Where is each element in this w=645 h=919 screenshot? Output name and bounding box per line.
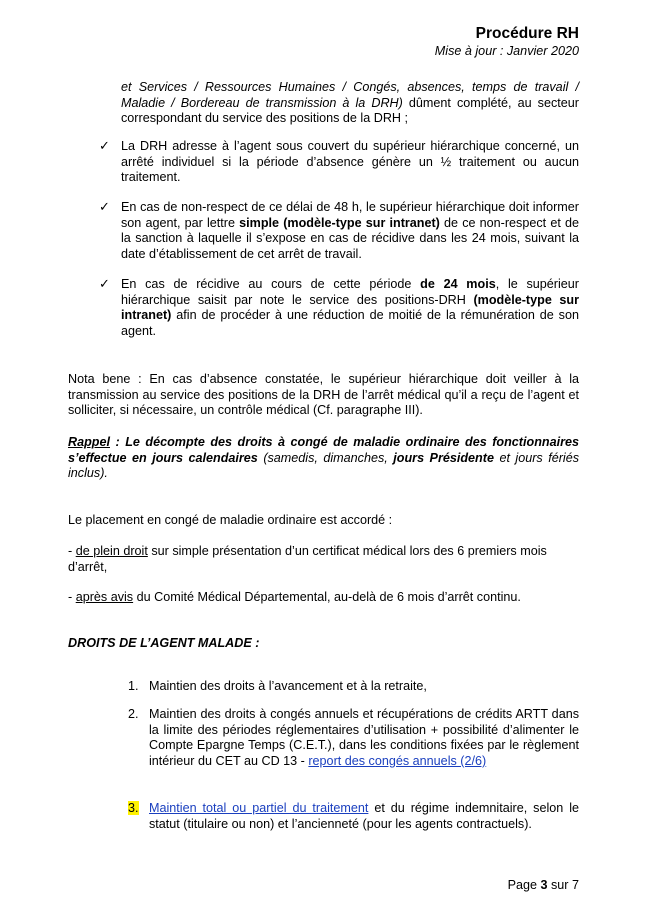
bullet-recidive: En cas de récidive au cours de cette période de 24 mois, le supérieur hiérarchique saisit par note le service des positions-DRH (modèle-type sur intranet) afin de procéder à une réduction de moitié de la rémunération de son agent.: [121, 277, 579, 338]
bullet-non-respect: En cas de non-respect de ce délai de 48 h, le supérieur hiérarchique doit informer son agent, par lettre simple (modèle-type sur intranet) de ce non-respect et de la sanction à laquelle il s’expose en cas de récidive dans les 24 mois, suivant la date d’établissement de cet arrêt de travail.: [121, 200, 579, 261]
report-conges-link[interactable]: report des congés annuels (2/6): [308, 753, 487, 768]
check-icon: ✓: [99, 199, 110, 214]
placement-item-plein-droit: - de plein droit sur simple présentation d’un certificat médical lors des 6 premiers mois d’arrêt,: [68, 544, 547, 574]
droits-item-avancement: Maintien des droits à l’avancement et à la retraite,: [149, 679, 427, 693]
update-date: Mise à jour : Janvier 2020: [434, 44, 579, 58]
maintien-traitement-link[interactable]: Maintien total ou partiel du traitement: [149, 801, 369, 815]
rappel-label: Rappel: [68, 435, 110, 449]
nota-bene-paragraph: Nota bene : En cas d’absence constatée, le supérieur hiérarchique doit veiller à la transmission au service des positions de la DRH de l’arrêt médical qu’il a reçu de l’agent et solliciter, si nécessaire, un contrôle médical (Cf. paragraphe III).: [68, 372, 579, 418]
placement-intro: Le placement en congé de maladie ordinaire est accordé :: [68, 513, 393, 527]
intranet-path: et Services / Ressources Humaines / Congés, absences, temps de travail / Maladie / Bordereau de transmission à la DRH): [121, 80, 579, 110]
list-number-3: [128, 801, 139, 817]
highlight-marker: 3.: [128, 801, 139, 815]
document-title: Procédure RH: [475, 25, 579, 42]
rappel-paragraph: Rappel : Le décompte des droits à congé de maladie ordinaire des fonctionnaires s’effectue en jours calendaires (samedis, dimanches, jours Présidente et jours fériés inclus).: [68, 435, 580, 481]
droits-heading: DROITS DE L’AGENT MALADE :: [68, 636, 260, 650]
droits-item-conges: Maintien des droits à congés annuels et récupérations de crédits ARTT dans la limite des périodes réglementaires d’utilisation + possibilité d’alimenter le Compte Epargne Temps (C.E.T.), dans les conditions fixées par le règlement intérieur du CET au CD 13 - report des congés annuels (2/6): [149, 707, 579, 768]
check-icon: ✓: [99, 138, 110, 153]
list-number-1: 1.: [128, 679, 139, 693]
placement-item-apres-avis: - après avis du Comité Médical Départemental, au-delà de 6 mois d’arrêt continu.: [68, 590, 521, 604]
bullet-drh-arrete: La DRH adresse à l’agent sous couvert du supérieur hiérarchique concerné, un arrêté individuel si la période d’absence génère un ½ traitement ou aucun traitement.: [121, 139, 579, 185]
droits-item-traitement: Maintien total ou partiel du traitement et du régime indemnitaire, selon le statut (titulaire ou non) et l’ancienneté (pour les agents contractuels).: [149, 801, 579, 831]
list-number-2: 2.: [128, 707, 139, 721]
page-number: Page 3 sur 7: [507, 878, 579, 892]
continuation-paragraph: et Services / Ressources Humaines / Congés, absences, temps de travail / Maladie / Bordereau de transmission à la DRH) dûment complété, au secteur correspondant du service des positions de la DRH ;: [121, 80, 579, 126]
check-icon: ✓: [99, 276, 110, 291]
